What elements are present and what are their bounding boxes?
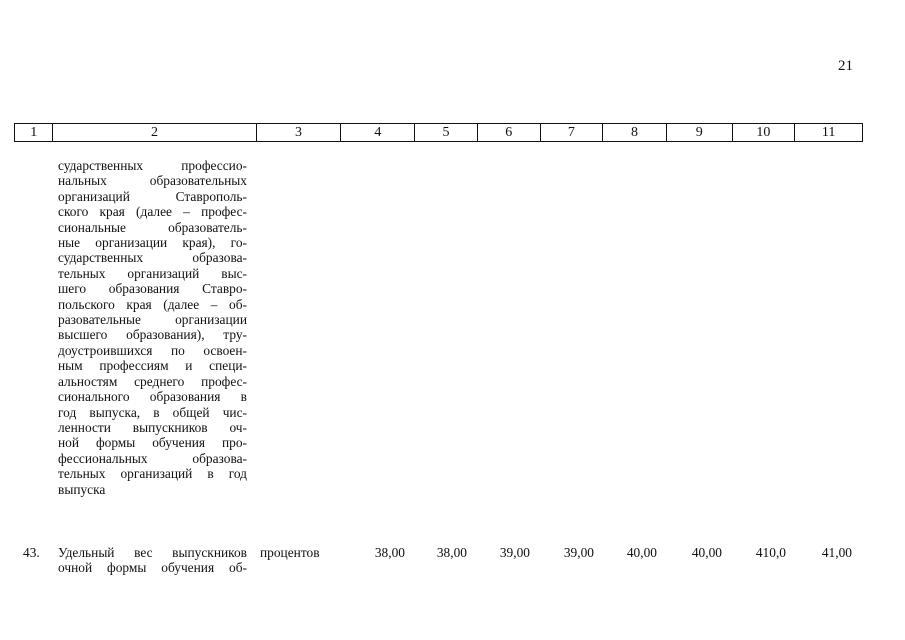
text-line: тельных организаций в год bbox=[58, 466, 247, 482]
column-header: 6 bbox=[477, 124, 540, 142]
text-line: ленности выпускников оч- bbox=[58, 419, 247, 435]
row-value-col11: 41,00 bbox=[821, 545, 852, 560]
page-number: 21 bbox=[838, 58, 853, 74]
text-line: Удельный вес выпускников bbox=[58, 545, 247, 560]
row-value-col4: 38,00 bbox=[374, 545, 405, 560]
row-value-col7: 39,00 bbox=[563, 545, 594, 560]
text-line: высшего образования), тру- bbox=[58, 327, 247, 343]
text-line: сударственных образова- bbox=[58, 250, 247, 266]
text-line: польского края (далее – об- bbox=[58, 296, 247, 312]
column-header: 8 bbox=[603, 124, 667, 142]
row-number: 43. bbox=[23, 545, 40, 560]
row-unit: процентов bbox=[260, 545, 320, 560]
text-line: ным профессиям и специ- bbox=[58, 358, 247, 374]
text-line: очной формы обучения об- bbox=[58, 560, 247, 576]
row-value-col5: 38,00 bbox=[436, 545, 467, 560]
text-line: тельных организаций выс- bbox=[58, 265, 247, 281]
row-value-col8: 40,00 bbox=[626, 545, 657, 560]
text-line: нальных образовательных bbox=[58, 173, 247, 189]
text-line: ной формы обучения про- bbox=[58, 435, 247, 451]
row-value-col6: 39,00 bbox=[499, 545, 530, 560]
text-line: шего образования Ставро- bbox=[58, 281, 247, 297]
column-header: 2 bbox=[53, 124, 256, 142]
text-line: выпуска bbox=[58, 481, 106, 497]
text-line: ные организации края), го- bbox=[58, 235, 247, 251]
text-line: ского края (далее – профес- bbox=[58, 204, 247, 220]
column-header: 4 bbox=[341, 124, 415, 142]
column-header: 1 bbox=[15, 124, 53, 142]
row-value-col9: 40,00 bbox=[691, 545, 722, 560]
continued-indicator-text bbox=[58, 158, 247, 497]
column-header-row bbox=[14, 123, 863, 142]
text-line: разовательные организации bbox=[58, 312, 247, 328]
row-value-col10: 410,0 bbox=[755, 545, 786, 560]
column-header: 3 bbox=[256, 124, 341, 142]
text-line: сионального образования в bbox=[58, 389, 247, 405]
text-line: альностям среднего профес- bbox=[58, 373, 247, 389]
column-header: 9 bbox=[666, 124, 732, 142]
column-header: 10 bbox=[732, 124, 795, 142]
column-header: 11 bbox=[795, 124, 863, 142]
text-line: год выпуска, в общей чис- bbox=[58, 404, 247, 420]
text-line: фессиональных образова- bbox=[58, 450, 247, 466]
text-line: сиональные образователь- bbox=[58, 219, 247, 235]
text-line: организаций Ставрополь- bbox=[58, 188, 247, 204]
column-header: 7 bbox=[540, 124, 603, 142]
text-line: доустроившихся по освоен- bbox=[58, 342, 247, 358]
row-indicator-text bbox=[58, 545, 247, 576]
column-header: 5 bbox=[415, 124, 478, 142]
text-line: сударственных профессио- bbox=[58, 158, 247, 173]
